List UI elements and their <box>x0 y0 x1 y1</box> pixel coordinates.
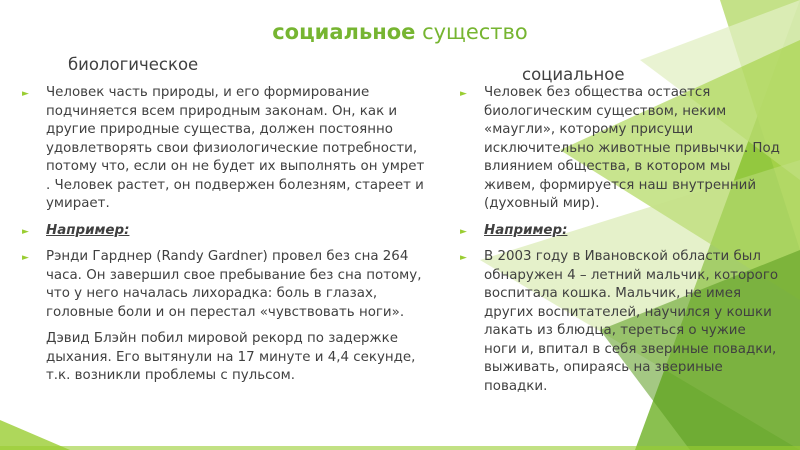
slide-title-rest: существо <box>415 20 528 44</box>
left-paragraph-3-text: Рэнди Гарднер (Randy Gardner) провел без сна 264 часа. Он завершил свое пребывание без сна потому, что у него началась лихорадка: боль в глазах, головные боли и он перестал «чувствовать ноги». <box>46 249 422 320</box>
right-example-label: Например: <box>484 222 568 238</box>
bullet-arrow-icon: ► <box>22 226 29 237</box>
bullet-arrow-icon: ► <box>460 253 467 263</box>
right-column-heading: социальное <box>522 65 625 84</box>
right-paragraph-1-text: Человек без общества остается биологическим существом, неким «маугли», которому присущи исключительно животные привычки. Под влиянием общества, в котором мы живем, формируется наш внутренний (духовный мир). <box>484 85 780 211</box>
slide-title <box>0 20 800 44</box>
left-column-heading: биологическое <box>68 55 199 74</box>
bullet-arrow-icon: ► <box>460 226 467 237</box>
left-paragraph-2 <box>22 222 432 241</box>
bottom-edge-band <box>0 446 800 450</box>
bullet-arrow-icon: ► <box>460 89 467 99</box>
bullet-arrow-icon: ► <box>22 253 29 263</box>
left-paragraph-1-text: Человек часть природы, и его формирование подчиняется всем природным законам. Он, как и другие природные существа, должен постоянно удовлетворять свои физиологические потребности, потому что, если он не будет их выполнять он умрет . Человек растет, он подвержен болезням, стареет и умирает. <box>46 85 425 211</box>
right-column <box>460 84 780 404</box>
left-edge-band <box>0 420 70 450</box>
right-paragraph-3-text: В 2003 году в Ивановской области был обнаружен 4 – летний мальчик, которого воспитала кошка. Мальчик, не имея других воспитателей, научился у кошки лакать из блюдца, тереться о чужие ноги и, впитал в себя звериные повадки, выживать, опираясь на звериные повадки. <box>484 249 779 394</box>
right-paragraph-2 <box>460 222 780 241</box>
right-paragraph-1 <box>460 84 780 214</box>
slide-title-bold: социальное <box>272 20 416 44</box>
bullet-arrow-icon: ► <box>22 89 29 99</box>
left-example-label: Например: <box>46 222 130 238</box>
right-paragraph-3 <box>460 248 780 396</box>
left-paragraph-3 <box>22 248 432 322</box>
left-paragraph-4-text: Дэвид Блэйн побил мировой рекорд по задержке дыхания. Его вытянули на 17 минуте и 4,4 секунде, т.к. возникли проблемы с пульсом. <box>46 331 416 383</box>
left-paragraph-4 <box>22 330 432 386</box>
left-paragraph-1 <box>22 84 432 214</box>
left-column <box>22 84 432 394</box>
